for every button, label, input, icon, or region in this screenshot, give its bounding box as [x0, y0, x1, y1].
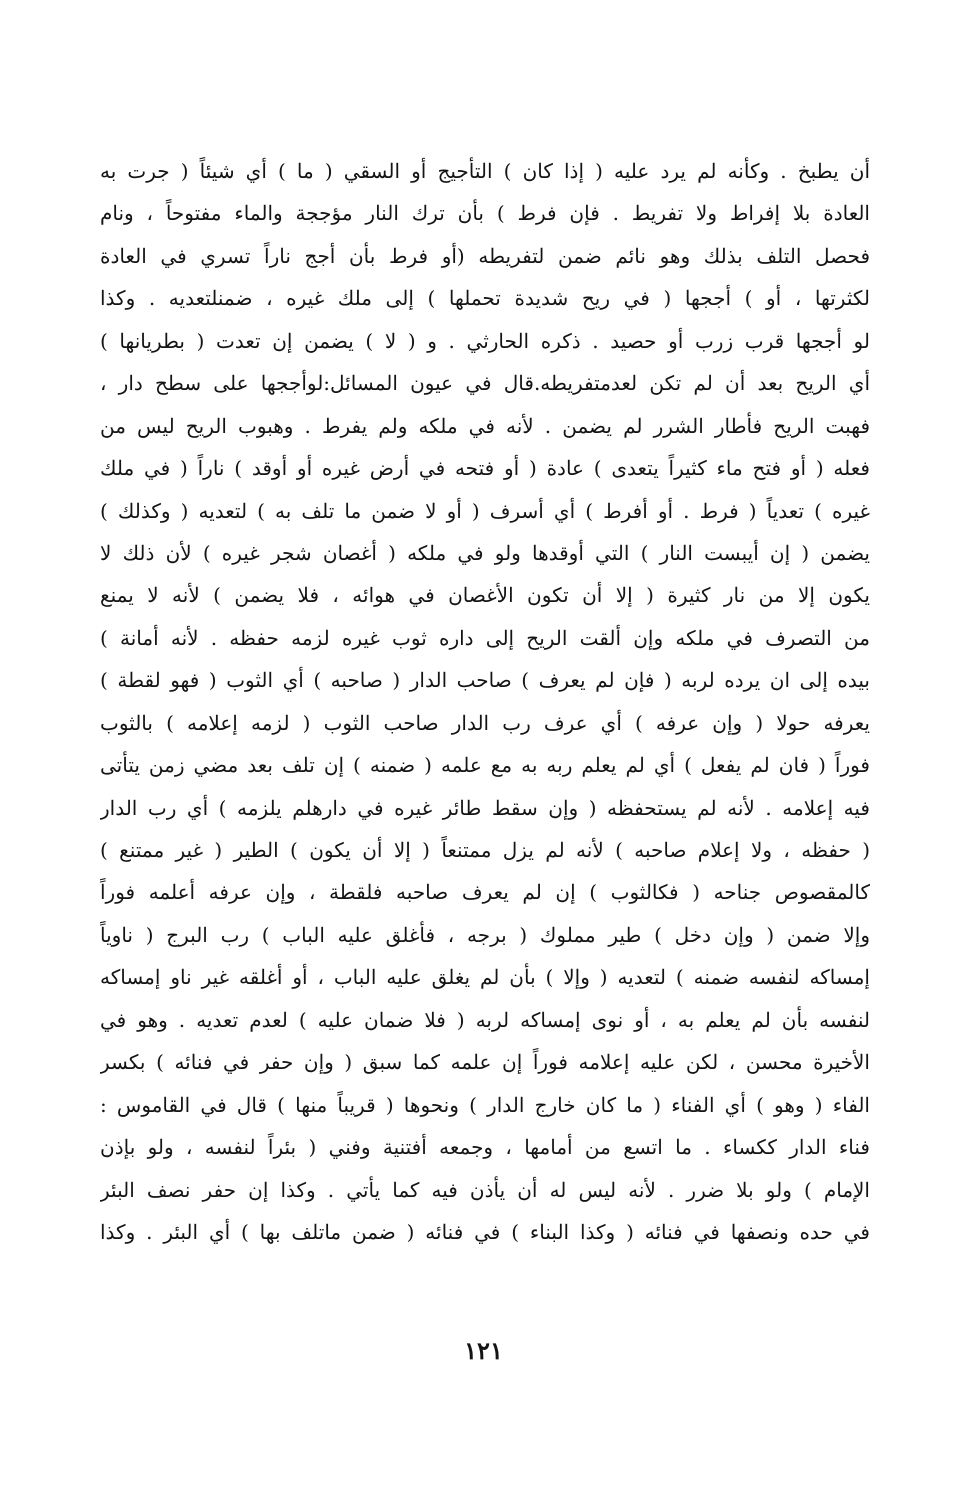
- text-line: فوراً ( فان لم يفعل ) أي لم يعلم ربه به مع علمه ( ضمنه ) إن تلف بعد مضي زمن يتأتى: [100, 753, 870, 778]
- text-line: ( حفظه ، ولا إعلام صاحبه ) لأنه لم يزل ممتنعاً ( إلا أن يكون ) الطير ( غير ممتنع ): [100, 838, 870, 862]
- text-line: في حده ونصفها في فنائه ( وكذا البناء ) في فنائه ( ضمن ماتلف بها ) أي البئر . وكذا: [100, 1219, 870, 1244]
- text-line: إمساكه لنفسه ضمنه ) لتعديه ( وإلا ) بأن لم يغلق عليه الباب ، أو أغلقه غير ناو إمساكه: [100, 965, 870, 990]
- text-line: الأخيرة محسن ، لكن عليه إعلامه فوراً إن علمه كما سبق ( وإن حفر في فنائه ) بكسر: [100, 1050, 870, 1075]
- text-line: فحصل التلف بذلك وهو نائم ضمن لتفريطه (أو فرط بأن أجج ناراً تسري في العادة: [100, 243, 870, 268]
- text-line: فعله ( أو فتح ماء كثيراً يتعدى ) عادة ( أو فتحه في أرض غيره أو أوقد ) ناراً ( في ملك: [100, 456, 870, 481]
- text-line: الإمام ) ولو بلا ضرر . لأنه ليس له أن يأذن فيه كما يأتي . وكذا إن حفر نصف البئر: [100, 1177, 870, 1202]
- text-line: يضمن ( إن أيبست النار ) التي أوقدها ولو في ملكه ( أغصان شجر غيره ) لأن ذلك لا: [100, 540, 870, 565]
- text-line: يعرفه حولا ( وإن عرفه ) أي عرف رب الدار صاحب الثوب ( لزمه إعلامه ) بالثوب: [100, 710, 870, 735]
- page-number: ١٢١: [464, 1336, 503, 1365]
- body-text: [100, 150, 870, 1253]
- text-line: فهبت الريح فأطار الشرر لم يضمن . لأنه في ملكه ولم يفرط . وهبوب الريح ليس من: [100, 413, 870, 438]
- text-line: بيده إلى ان يرده لربه ( فإن لم يعرف ) صاحب الدار ( صاحبه ) أي الثوب ( فهو لقطة ): [100, 668, 870, 693]
- text-line: أي الريح بعد أن لم تكن لعدمتفريطه.قال في عيون المسائل:لوأججها على سطح دار ،: [100, 371, 870, 396]
- text-line: العادة بلا إفراط ولا تفريط . فإن فرط ) بأن ترك النار مؤججة والماء مفتوحاً ، ونام: [100, 201, 870, 226]
- text-line: الفاء ( وهو ) أي الفناء ( ما كان خارج الدار ) ونحوها ( قريباً منها ) قال في القاموس :: [100, 1092, 870, 1117]
- text-line: من التصرف في ملكه وإن ألقت الريح إلى داره ثوب غيره لزمه حفظه . لأنه أمانة ): [100, 625, 870, 650]
- text-line: فيه إعلامه . لأنه لم يستحفظه ( وإن سقط طائر غيره في دارهلم يلزمه ) أي رب الدار: [100, 795, 870, 820]
- text-line: فناء الدار ككساء . ما اتسع من أمامها ، وجمعه أفتنية وفني ( بئراً لنفسه ، ولو بإذن: [100, 1135, 870, 1160]
- text-line: لنفسه بأن لم يعلم به ، أو نوى إمساكه لربه ( فلا ضمان عليه ) لعدم تعديه . وهو في: [100, 1007, 870, 1032]
- text-line: لو أججها قرب زرب أو حصيد . ذكره الحارثي . و ( لا ) يضمن إن تعدت ( بطريانها ): [100, 328, 870, 353]
- text-line: غيره ) تعدياً ( فرط . أو أفرط ) أي أسرف ( أو لا ضمن ما تلف به ) لتعديه ( وكذلك ): [100, 498, 870, 523]
- text-line: لكثرتها ، أو ) أججها ( في ريح شديدة تحملها ) إلى ملك غيره ، ضمنلتعديه . وكذا: [100, 286, 870, 311]
- text-line: كالمقصوص جناحه ( فكالثوب ) إن لم يعرف صاحبه فلقطة ، وإن عرفه أعلمه فوراً: [100, 880, 870, 905]
- text-line: أن يطبخ . وكأنه لم يرد عليه ( إذا كان ) التأجيج أو السقي ( ما ) أي شيئاً ( جرت به: [100, 159, 870, 183]
- text-line: يكون إلا من نار كثيرة ( إلا أن تكون الأغصان في هوائه ، فلا يضمن ) لأنه لا يمنع: [100, 583, 870, 608]
- text-line: وإلا ضمن ( وإن دخل ) طير مملوك ( برجه ، فأغلق عليه الباب ) رب البرج ( ناوياً: [100, 922, 870, 947]
